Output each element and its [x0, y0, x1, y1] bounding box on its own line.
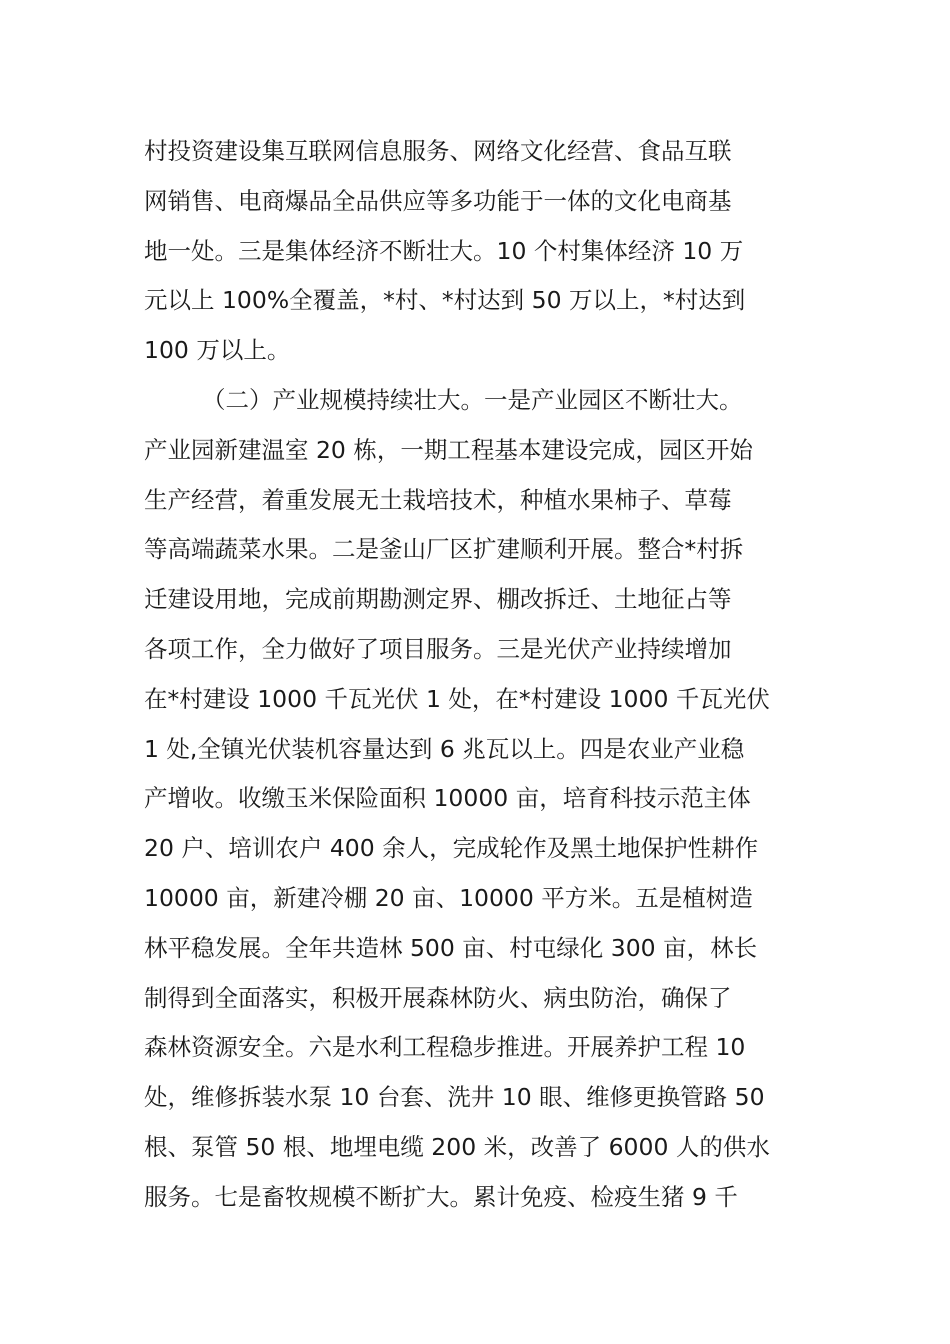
text-line: 元以上 100%全覆盖，*村、*村达到 50 万以上，*村达到: [144, 286, 746, 315]
text-line: 各项工作，全力做好了项目服务。三是光伏产业持续增加: [144, 634, 732, 663]
text-line: 处，维修拆装水泵 10 台套、洗井 10 眼、维修更换管路 50: [144, 1083, 765, 1112]
text-line: 产增收。收缴玉米保险面积 10000 亩，培育科技示范主体: [144, 784, 751, 813]
text-line: 制得到全面落实，积极开展森林防火、病虫防治，确保了: [144, 983, 732, 1012]
document-body: [144, 127, 808, 1272]
text-line: 村投资建设集互联网信息服务、网络文化经营、食品互联: [144, 137, 732, 165]
section-heading-line: （二）产业规模持续壮大。一是产业园区不断壮大。: [202, 385, 743, 414]
text-line: 根、泵管 50 根、地埋电缆 200 米，改善了 6000 人的供水: [144, 1132, 770, 1161]
text-line: 迁建设用地，完成前期勘测定界、棚改拆迁、土地征占等: [144, 585, 732, 614]
text-line: 在*村建设 1000 千瓦光伏 1 处，在*村建设 1000 千瓦光伏: [144, 684, 770, 713]
text-line: 10000 亩，新建冷棚 20 亩、10000 平方米。五是植树造: [144, 883, 753, 912]
text-line: 100 万以上。: [144, 336, 291, 365]
text-line: 20 户、培训农户 400 余人，完成轮作及黑土地保护性耕作: [144, 834, 759, 863]
paragraph-2: [144, 376, 808, 1272]
text-line: 产业园新建温室 20 栋，一期工程基本建设完成，园区开始: [144, 435, 753, 464]
text-line: 等高端蔬菜水果。二是釜山厂区扩建顺利开展。整合*村拆: [144, 535, 744, 564]
text-line: 网销售、电商爆品全品供应等多功能于一体的文化电商基: [144, 186, 732, 215]
text-line: 生产经营，着重发展无土栽培技术，种植水果柿子、草莓: [144, 485, 732, 514]
text-line: 森林资源安全。六是水利工程稳步推进。开展养护工程 10: [144, 1033, 746, 1062]
text-line: [144, 1223, 808, 1273]
paragraph-1: [144, 127, 808, 376]
text-line: 服务。七是畜牧规模不断扩大。累计免疫、检疫生猪 9 千: [144, 1182, 738, 1211]
text-line: 地一处。三是集体经济不断壮大。10 个村集体经济 10 万: [144, 236, 744, 265]
text-line: 林平稳发展。全年共造林 500 亩、村屯绿化 300 亩，林长: [144, 933, 758, 962]
text-line: 1 处,全镇光伏装机容量达到 6 兆瓦以上。四是农业产业稳: [144, 734, 745, 763]
